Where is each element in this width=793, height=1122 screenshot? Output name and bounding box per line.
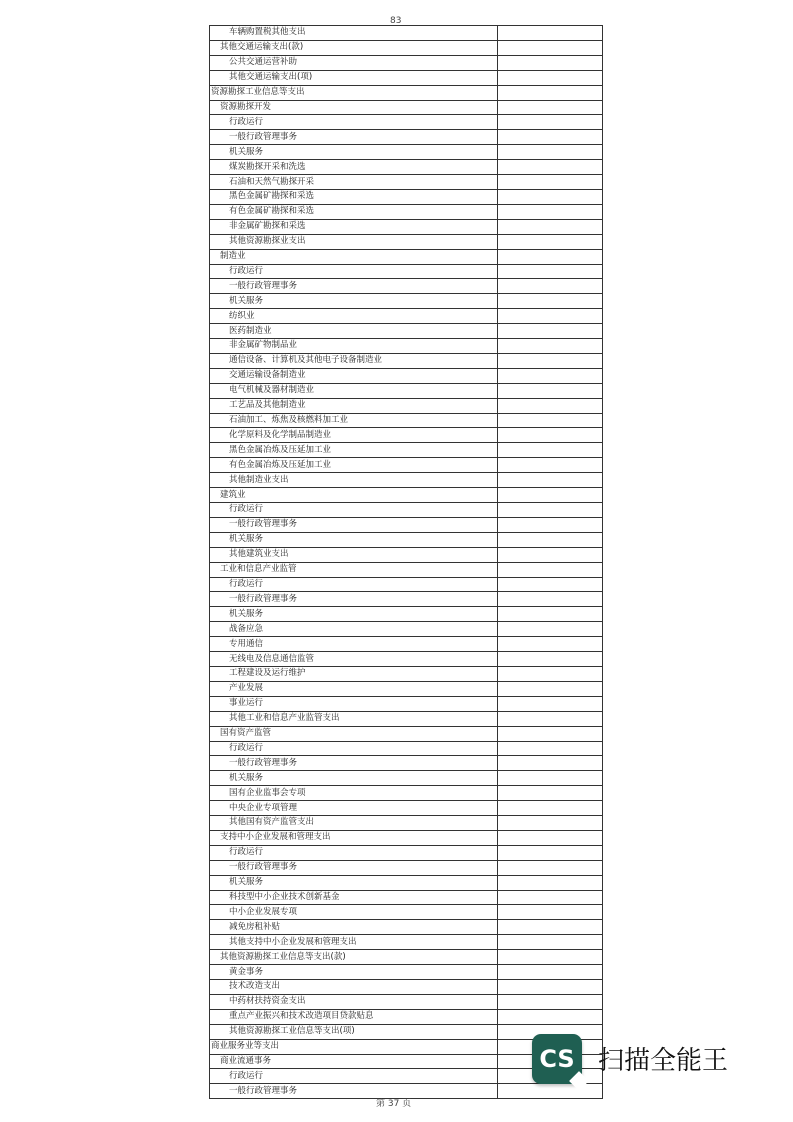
- row-label: 行政运行: [210, 503, 498, 518]
- row-amount: [498, 353, 603, 368]
- row-amount: [498, 517, 603, 532]
- row-label: 有色金属冶炼及压延加工业: [210, 458, 498, 473]
- row-label: 机关服务: [210, 145, 498, 160]
- page-number: 第 37 页: [376, 1099, 412, 1109]
- row-label: 一般行政管理事务: [210, 592, 498, 607]
- row-label: 机关服务: [210, 294, 498, 309]
- row-amount: [498, 607, 603, 622]
- row-label: 工艺品及其他制造业: [210, 398, 498, 413]
- row-label: 行政运行: [210, 115, 498, 130]
- budget-table-body: [210, 26, 603, 1099]
- row-amount: [498, 771, 603, 786]
- row-label: 中小企业发展专项: [210, 905, 498, 920]
- row-label: 化学原料及化学制品制造业: [210, 428, 498, 443]
- table-row: [210, 503, 603, 518]
- table-row: [210, 145, 603, 160]
- table-row: [210, 204, 603, 219]
- row-amount: [498, 830, 603, 845]
- row-amount: [498, 860, 603, 875]
- table-row: [210, 234, 603, 249]
- table-row: [210, 577, 603, 592]
- row-label: 专用通信: [210, 637, 498, 652]
- row-amount: [498, 100, 603, 115]
- row-label: 非金属矿物制品业: [210, 339, 498, 354]
- page-header-mark: 83: [390, 16, 402, 26]
- table-row: [210, 473, 603, 488]
- table-row: [210, 40, 603, 55]
- table-row: [210, 532, 603, 547]
- row-label: 电气机械及器材制造业: [210, 383, 498, 398]
- table-row: [210, 756, 603, 771]
- table-row: [210, 517, 603, 532]
- row-amount: [498, 234, 603, 249]
- row-amount: [498, 547, 603, 562]
- row-label: 重点产业振兴和技术改造项目贷款贴息: [210, 1009, 498, 1024]
- row-label: 一般行政管理事务: [210, 1084, 498, 1099]
- row-amount: [498, 1009, 603, 1024]
- table-row: [210, 592, 603, 607]
- row-label: 石油加工、炼焦及核燃料加工业: [210, 413, 498, 428]
- row-amount: [498, 130, 603, 145]
- row-label: 行政运行: [210, 1069, 498, 1084]
- row-label: 国有企业监事会专项: [210, 786, 498, 801]
- row-label: 国有资产监管: [210, 726, 498, 741]
- table-row: [210, 115, 603, 130]
- row-amount: [498, 965, 603, 980]
- row-label: 一般行政管理事务: [210, 279, 498, 294]
- row-amount: [498, 204, 603, 219]
- row-label: 行政运行: [210, 845, 498, 860]
- row-amount: [498, 592, 603, 607]
- row-amount: [498, 786, 603, 801]
- table-row: [210, 353, 603, 368]
- table-row: [210, 70, 603, 85]
- row-label: 事业运行: [210, 696, 498, 711]
- table-row: [210, 175, 603, 190]
- row-label: 工业和信息产业监管: [210, 562, 498, 577]
- row-label: 中央企业专项管理: [210, 801, 498, 816]
- row-amount: [498, 532, 603, 547]
- row-label: 纺织业: [210, 309, 498, 324]
- table-row: [210, 428, 603, 443]
- table-row: [210, 398, 603, 413]
- row-amount: [498, 473, 603, 488]
- table-row: [210, 801, 603, 816]
- table-row: [210, 100, 603, 115]
- camscanner-logo-icon: CS: [532, 1034, 582, 1084]
- table-row: [210, 681, 603, 696]
- table-row: [210, 607, 603, 622]
- row-label: 一般行政管理事务: [210, 860, 498, 875]
- row-label: 有色金属矿勘探和采选: [210, 204, 498, 219]
- row-label: 一般行政管理事务: [210, 517, 498, 532]
- row-amount: [498, 70, 603, 85]
- table-row: [210, 443, 603, 458]
- table-row: [210, 890, 603, 905]
- row-amount: [498, 294, 603, 309]
- row-amount: [498, 756, 603, 771]
- row-amount: [498, 368, 603, 383]
- table-row: [210, 920, 603, 935]
- row-amount: [498, 85, 603, 100]
- table-row: [210, 249, 603, 264]
- row-amount: [498, 741, 603, 756]
- row-amount: [498, 890, 603, 905]
- row-amount: [498, 950, 603, 965]
- row-label: 黑色金属冶炼及压延加工业: [210, 443, 498, 458]
- table-row: [210, 26, 603, 41]
- row-amount: [498, 1084, 603, 1099]
- table-row: [210, 189, 603, 204]
- table-row: [210, 383, 603, 398]
- row-label: 机关服务: [210, 875, 498, 890]
- row-amount: [498, 145, 603, 160]
- budget-table: [209, 25, 603, 1099]
- row-label: 支持中小企业发展和管理支出: [210, 830, 498, 845]
- table-row: [210, 279, 603, 294]
- row-label: 工程建设及运行维护: [210, 666, 498, 681]
- row-amount: [498, 503, 603, 518]
- row-amount: [498, 816, 603, 831]
- row-label: 商业流通事务: [210, 1054, 498, 1069]
- row-label: 煤炭勘探开采和洗选: [210, 160, 498, 175]
- row-label: 黄金事务: [210, 965, 498, 980]
- table-row: [210, 294, 603, 309]
- row-amount: [498, 666, 603, 681]
- row-label: 其他资源勘探工业信息等支出(款): [210, 950, 498, 965]
- row-amount: [498, 55, 603, 70]
- table-row: [210, 130, 603, 145]
- row-label: 建筑业: [210, 488, 498, 503]
- row-amount: [498, 637, 603, 652]
- row-label: 机关服务: [210, 607, 498, 622]
- row-label: 一般行政管理事务: [210, 130, 498, 145]
- table-row: [210, 816, 603, 831]
- row-label: 其他支持中小企业发展和管理支出: [210, 935, 498, 950]
- row-label: 制造业: [210, 249, 498, 264]
- row-amount: [498, 26, 603, 41]
- row-amount: [498, 980, 603, 995]
- row-label: 商业服务业等支出: [210, 1039, 498, 1054]
- row-label: 交通运输设备制造业: [210, 368, 498, 383]
- row-label: 车辆购置税其他支出: [210, 26, 498, 41]
- table-row: [210, 339, 603, 354]
- row-label: 其他交通运输支出(款): [210, 40, 498, 55]
- table-row: [210, 622, 603, 637]
- table-row: [210, 980, 603, 995]
- row-label: 通信设备、计算机及其他电子设备制造业: [210, 353, 498, 368]
- table-row: [210, 160, 603, 175]
- row-label: 行政运行: [210, 741, 498, 756]
- row-amount: [498, 994, 603, 1009]
- row-label: 其他建筑业支出: [210, 547, 498, 562]
- table-row: [210, 264, 603, 279]
- table-row: [210, 488, 603, 503]
- row-label: 机关服务: [210, 771, 498, 786]
- row-label: 战备应急: [210, 622, 498, 637]
- table-row: [210, 696, 603, 711]
- row-label: 机关服务: [210, 532, 498, 547]
- row-amount: [498, 562, 603, 577]
- row-label: 行政运行: [210, 264, 498, 279]
- row-label: 其他制造业支出: [210, 473, 498, 488]
- table-row: [210, 771, 603, 786]
- table-row: [210, 458, 603, 473]
- table-row: [210, 994, 603, 1009]
- row-label: 资源勘探工业信息等支出: [210, 85, 498, 100]
- table-row: [210, 652, 603, 667]
- row-amount: [498, 652, 603, 667]
- row-amount: [498, 577, 603, 592]
- table-row: [210, 55, 603, 70]
- table-row: [210, 309, 603, 324]
- row-label: 中药材扶持资金支出: [210, 994, 498, 1009]
- row-label: 非金属矿勘探和采选: [210, 219, 498, 234]
- table-row: [210, 905, 603, 920]
- table-row: [210, 786, 603, 801]
- row-amount: [498, 189, 603, 204]
- table-row: [210, 368, 603, 383]
- row-amount: [498, 726, 603, 741]
- row-amount: [498, 681, 603, 696]
- row-amount: [498, 801, 603, 816]
- row-amount: [498, 264, 603, 279]
- table-row: [210, 666, 603, 681]
- row-amount: [498, 905, 603, 920]
- row-amount: [498, 324, 603, 339]
- row-amount: [498, 40, 603, 55]
- row-amount: [498, 279, 603, 294]
- row-amount: [498, 428, 603, 443]
- table-row: [210, 324, 603, 339]
- table-row: [210, 562, 603, 577]
- row-amount: [498, 309, 603, 324]
- table-row: [210, 741, 603, 756]
- row-amount: [498, 443, 603, 458]
- row-label: 公共交通运营补助: [210, 55, 498, 70]
- row-amount: [498, 175, 603, 190]
- row-amount: [498, 935, 603, 950]
- row-label: 其他资源勘探业支出: [210, 234, 498, 249]
- row-amount: [498, 383, 603, 398]
- row-amount: [498, 845, 603, 860]
- row-label: 无线电及信息通信监管: [210, 652, 498, 667]
- row-amount: [498, 339, 603, 354]
- table-row: [210, 711, 603, 726]
- watermark-app-name: 扫描全能王: [598, 1046, 729, 1076]
- table-row: [210, 845, 603, 860]
- row-amount: [498, 622, 603, 637]
- row-label: 技术改造支出: [210, 980, 498, 995]
- row-label: 减免房租补贴: [210, 920, 498, 935]
- row-label: 黑色金属矿勘探和采选: [210, 189, 498, 204]
- row-label: 一般行政管理事务: [210, 756, 498, 771]
- table-row: [210, 637, 603, 652]
- row-label: 其他国有资产监管支出: [210, 816, 498, 831]
- row-label: 行政运行: [210, 577, 498, 592]
- row-amount: [498, 115, 603, 130]
- table-row: [210, 413, 603, 428]
- row-amount: [498, 488, 603, 503]
- row-amount: [498, 249, 603, 264]
- row-label: 石油和天然气勘探开采: [210, 175, 498, 190]
- table-row: [210, 547, 603, 562]
- row-label: 其他工业和信息产业监管支出: [210, 711, 498, 726]
- table-row: [210, 726, 603, 741]
- row-label: 医药制造业: [210, 324, 498, 339]
- table-row: [210, 1009, 603, 1024]
- row-label: 资源勘探开发: [210, 100, 498, 115]
- table-row: [210, 935, 603, 950]
- row-amount: [498, 920, 603, 935]
- row-amount: [498, 398, 603, 413]
- table-row: [210, 830, 603, 845]
- row-amount: [498, 219, 603, 234]
- row-label: 科技型中小企业技术创新基金: [210, 890, 498, 905]
- row-amount: [498, 458, 603, 473]
- table-row: [210, 965, 603, 980]
- table-row: [210, 85, 603, 100]
- table-row: [210, 860, 603, 875]
- table-row: [210, 950, 603, 965]
- row-label: 其他资源勘探工业信息等支出(项): [210, 1024, 498, 1039]
- row-amount: [498, 696, 603, 711]
- row-amount: [498, 711, 603, 726]
- row-amount: [498, 875, 603, 890]
- row-amount: [498, 413, 603, 428]
- row-amount: [498, 160, 603, 175]
- row-label: 其他交通运输支出(项): [210, 70, 498, 85]
- row-label: 产业发展: [210, 681, 498, 696]
- table-row: [210, 875, 603, 890]
- table-row: [210, 219, 603, 234]
